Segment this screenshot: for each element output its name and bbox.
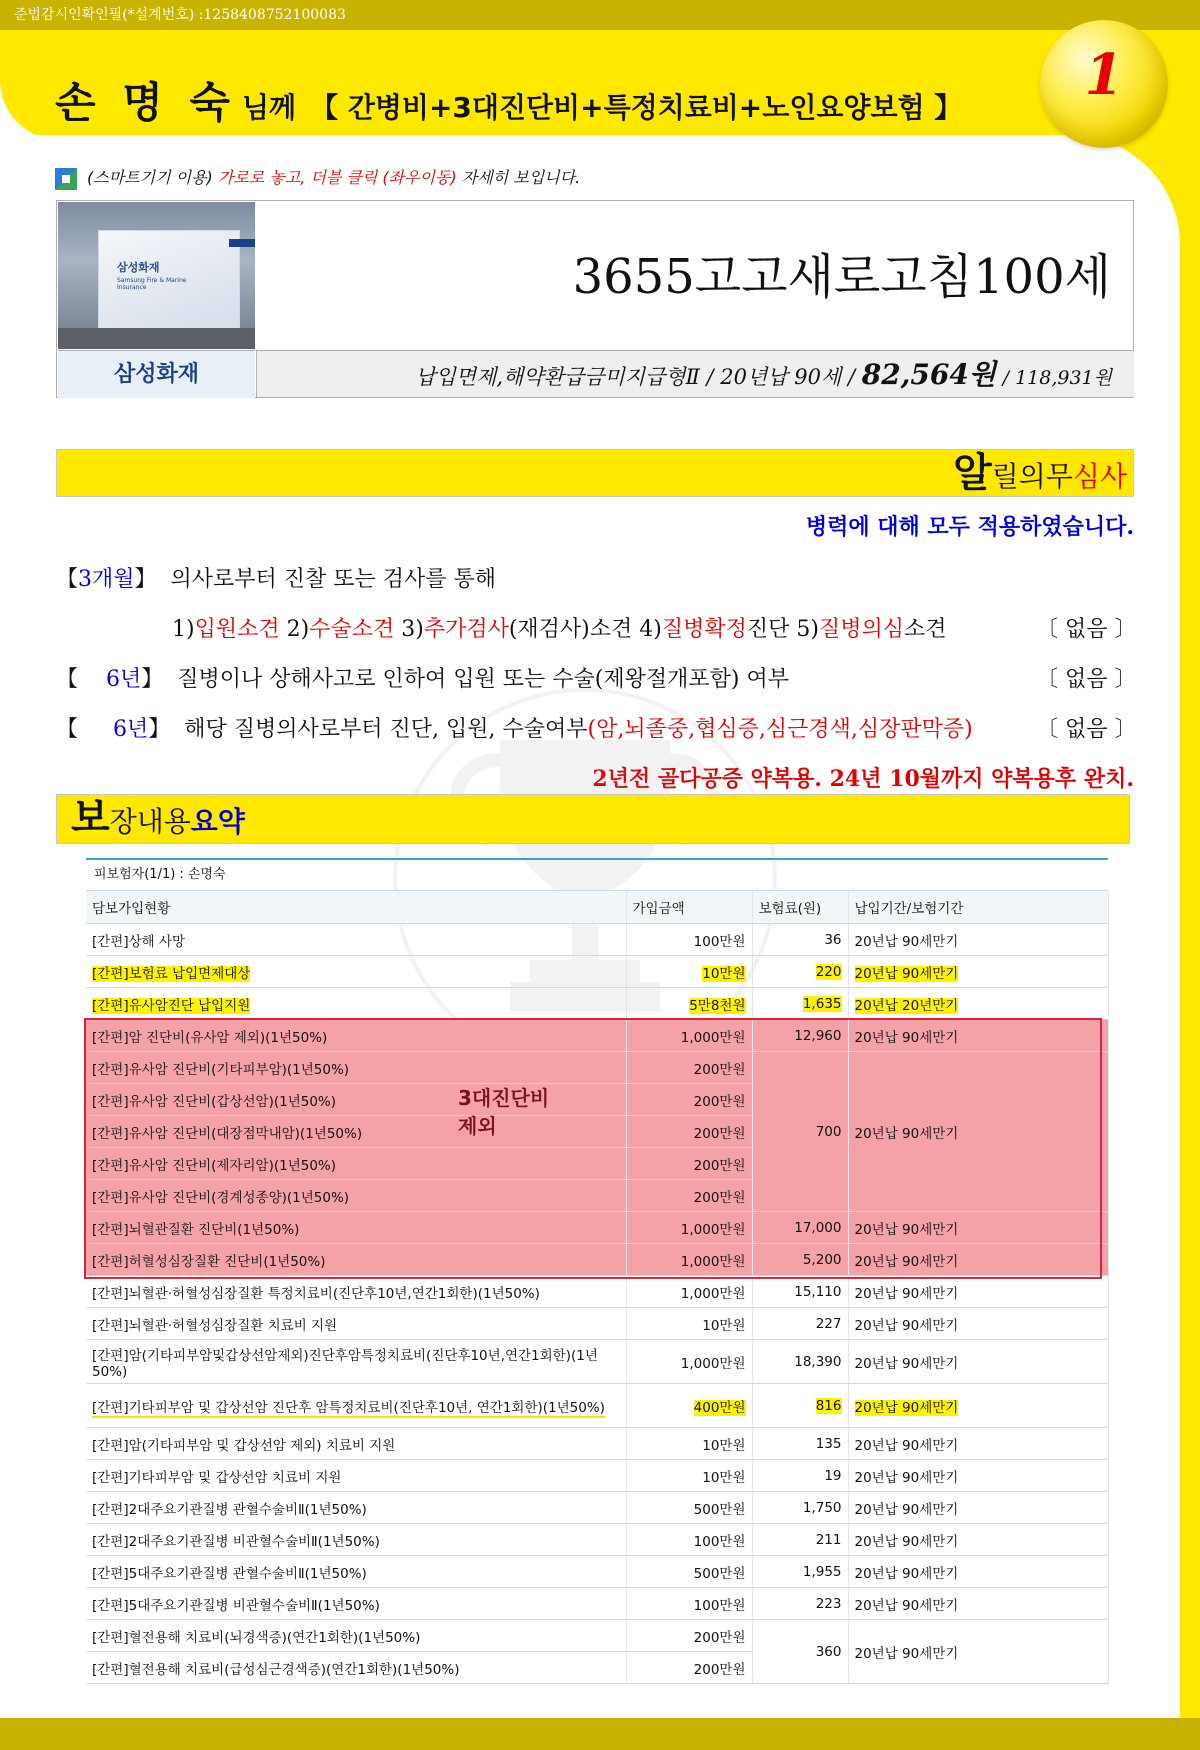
terms-prefix: 납입면제,해약환급금미지급형Ⅱ / 20년납 90세 /: [415, 365, 856, 389]
coverage-premium: 1,955: [752, 1556, 848, 1588]
coverage-period: 20년납 90세만기: [848, 1524, 1108, 1556]
q1-close: 】: [134, 567, 157, 592]
coverage-title-c: 요약: [190, 805, 245, 838]
col-header-period: 납입기간/보험기간: [848, 891, 1108, 924]
coverage-period-text: 20년납 20년만기: [854, 997, 959, 1014]
coverage-name: [간편]암(기타피부암및갑상선암제외)진단후암특정치료비(진단후10년,연간1회한)(1년50%): [86, 1340, 626, 1384]
q1-answer: 〔 없음 〕: [1036, 617, 1137, 642]
question-1-items: [172, 612, 947, 643]
coverage-premium-text: 1,635: [802, 995, 842, 1012]
coverage-premium: 135: [752, 1428, 848, 1460]
q3-period: 6년: [112, 717, 149, 742]
coverage-period: 20년납 90세만기: [848, 1052, 1108, 1212]
q1-item5-tail: 소견: [904, 617, 947, 642]
q2-open: 【: [56, 667, 79, 692]
coverage-period: 20년납 90세만기: [848, 1020, 1108, 1052]
q1-item2-no: 2): [286, 617, 310, 642]
coverage-period: 20년납 90세만기: [848, 924, 1108, 956]
coverage-premium: 12,960: [752, 1020, 848, 1052]
coverage-name: [간편]2대주요기관질병 관혈수술비Ⅱ(1년50%): [86, 1492, 626, 1524]
coverage-amount: 1,000만원: [626, 1020, 752, 1052]
insured-person: 피보험자(1/1) : 손명숙: [86, 858, 1108, 891]
samsung-logo-icon: [229, 239, 255, 247]
coverage-amount: 100만원: [626, 924, 752, 956]
company-building-photo: [58, 202, 255, 349]
coverage-name: [간편]혈전용해 치료비(급성심근경색증)(연간1회한)(1년50%): [86, 1652, 626, 1684]
coverage-name: [간편]혈전용해 치료비(뇌경색증)(연간1회한)(1년50%): [86, 1620, 626, 1652]
disclosure-title-b: 릴의무: [991, 460, 1073, 493]
product-name: 3655고고새로고침100세: [572, 249, 1111, 305]
cert-bar: [0, 0, 1200, 30]
q1-item2: 수술소견: [309, 617, 395, 642]
coverage-period: 20년납 90세만기: [848, 1460, 1108, 1492]
q1-item1: 입원소견: [194, 617, 280, 642]
table-row: [86, 1052, 1108, 1084]
coverage-period: [848, 988, 1108, 1020]
table-row: [86, 1244, 1108, 1276]
coverage-amount-text: 5만8천원: [689, 997, 746, 1014]
coverage-period: 20년납 90세만기: [848, 1308, 1108, 1340]
coverage-name: [간편]5대주요기관질병 관혈수술비Ⅱ(1년50%): [86, 1556, 626, 1588]
coverage-period: 20년납 90세만기: [848, 1244, 1108, 1276]
coverage-name: [간편]뇌혈관질환 진단비(1년50%): [86, 1212, 626, 1244]
table-row: [86, 1556, 1108, 1588]
coverage-name: [86, 956, 626, 988]
coverage-amount: 100만원: [626, 1524, 752, 1556]
table-row: [86, 1384, 1108, 1428]
coverage-premium: 227: [752, 1308, 848, 1340]
coverage-amount: 1,000만원: [626, 1212, 752, 1244]
coverage-amount: 1,000만원: [626, 1340, 752, 1384]
coverage-premium: 223: [752, 1588, 848, 1620]
coverage-premium: [752, 1384, 848, 1428]
coverage-period-text: 20년납 90세만기: [854, 1399, 959, 1416]
coverage-amount-text: 400만원: [693, 1399, 746, 1416]
table-row: [86, 1020, 1108, 1052]
disclosure-notice: 병력에 대해 모두 적용하였습니다.: [805, 514, 1134, 540]
coverage-amount: [626, 1384, 752, 1428]
page-number: 1: [1084, 42, 1124, 108]
q1-item3-no: 3): [401, 617, 424, 642]
table-header: [86, 891, 1108, 924]
q3-close: 】: [148, 717, 171, 742]
coverage-period: 20년납 90세만기: [848, 1588, 1108, 1620]
coverage-premium: 360: [752, 1620, 848, 1684]
coverage-name: [간편]허혈성심장질환 진단비(1년50%): [86, 1244, 626, 1276]
q2-close: 】: [141, 667, 164, 692]
monthly-premium: 82,564원: [861, 358, 996, 391]
coverage-premium: 211: [752, 1524, 848, 1556]
coverage-amount: 10만원: [626, 1308, 752, 1340]
q2-text: 질병이나 상해사고로 인하여 입원 또는 수술(제왕절개포함) 여부: [177, 667, 789, 692]
q3-answer: 〔 없음 〕: [1036, 717, 1137, 742]
coverage-amount: 10만원: [626, 1460, 752, 1492]
coverage-name: [간편]5대주요기관질병 비관혈수술비Ⅱ(1년50%): [86, 1588, 626, 1620]
coverage-premium: 1,750: [752, 1492, 848, 1524]
coverage-name: [간편]상해 사망: [86, 924, 626, 956]
coverage-name: [86, 988, 626, 1020]
coverage-premium: 5,200: [752, 1244, 848, 1276]
coverage-premium: [752, 988, 848, 1020]
excluded-note-line2: 제외: [458, 1114, 497, 1138]
photo-brand-label: 삼성화재: [117, 261, 160, 274]
coverage-premium: [752, 956, 848, 988]
coverage-name-text: [간편]유사암진단 납입지원: [92, 997, 251, 1014]
customer-name: 손 명 숙: [55, 78, 236, 127]
coverage-table: [86, 891, 1109, 1684]
table-row: [86, 1340, 1108, 1384]
coverage-section-title: [56, 794, 1130, 844]
photo-brand-sub: Samsung Fire & Marine Insurance: [117, 277, 187, 291]
coverage-name: [간편]유사암 진단비(제자리암)(1년50%): [86, 1148, 626, 1180]
cert-text: 준법감시인확인필(*설계번호) :1258408752100083: [14, 7, 346, 23]
footer-bar: [0, 1718, 1200, 1750]
coverage-title-a: 보: [71, 794, 110, 841]
q1-item4-tail: 진단: [746, 617, 790, 642]
coverage-amount: 1,000만원: [626, 1244, 752, 1276]
coverage-name: [간편]유사암 진단비(대장점막내암)(1년50%): [86, 1116, 626, 1148]
coverage-premium: 15,110: [752, 1276, 848, 1308]
coverage-name: [간편]유사암 진단비(기타피부암)(1년50%): [86, 1052, 626, 1084]
table-row: [86, 1212, 1108, 1244]
table-row: [86, 988, 1108, 1020]
smart-device-icon: [55, 168, 77, 190]
coverage-premium: 17,000: [752, 1212, 848, 1244]
col-header-coverage: 담보가입현황: [86, 891, 626, 924]
coverage-period: 20년납 90세만기: [848, 1428, 1108, 1460]
excluded-note: [458, 1084, 549, 1140]
q1-item5-no: 5): [796, 617, 819, 642]
coverage-amount: 1,000만원: [626, 1276, 752, 1308]
q1-text: 의사로부터 진찰 또는 검사를 통해: [170, 567, 497, 592]
terms-suffix: / 118,931원: [1002, 367, 1112, 389]
coverage-title-b: 장내용: [109, 805, 191, 838]
coverage-amount: 200만원: [626, 1180, 752, 1212]
coverage-amount: 200만원: [626, 1148, 752, 1180]
coverage-premium: 36: [752, 924, 848, 956]
table-row: [86, 1428, 1108, 1460]
disclosure-title-a: 알: [953, 449, 992, 496]
coverage-amount: [626, 988, 752, 1020]
honorific: 님께: [241, 91, 297, 124]
coverage-name: [간편]유사암 진단비(경계성종양)(1년50%): [86, 1180, 626, 1212]
q1-item3-tail: (재검사)소견: [508, 617, 633, 642]
col-header-amount: 가입금액: [626, 891, 752, 924]
coverage-amount: 200만원: [626, 1652, 752, 1684]
coverage-premium: 18,390: [752, 1340, 848, 1384]
coverage-amount: 100만원: [626, 1588, 752, 1620]
product-bundle-title: 【 간병비+3대진단비+특정치료비+노인요양보험 】: [310, 91, 963, 124]
coverage-name-text: [간편]기타피부암 및 갑상선암 진단후 암특정치료비(진단후10년, 연간1회한)(1년50%): [92, 1399, 605, 1416]
col-header-premium: 보험료(원): [752, 891, 848, 924]
coverage-name: [간편]뇌혈관·허혈성심장질환 특정치료비(진단후10년,연간1회한)(1년50%): [86, 1276, 626, 1308]
coverage-name: [간편]뇌혈관·허혈성심장질환 치료비 지원: [86, 1308, 626, 1340]
q1-item5: 질병의심: [818, 617, 904, 642]
company-name: 삼성화재: [58, 350, 255, 398]
disclosure-title-c: 심사: [1072, 460, 1127, 493]
question-1: [56, 562, 496, 593]
table-row: [86, 1492, 1108, 1524]
coverage-premium-text: 816: [815, 1397, 842, 1414]
disclosure-section-title: [56, 449, 1134, 497]
table-row: [86, 1620, 1108, 1652]
coverage-period: 20년납 90세만기: [848, 1276, 1108, 1308]
q1-item1-no: 1): [172, 617, 195, 642]
coverage-period-text: 20년납 90세만기: [854, 965, 959, 982]
coverage-premium: 19: [752, 1460, 848, 1492]
coverage-amount: 10만원: [626, 1428, 752, 1460]
table-row: [86, 924, 1108, 956]
table-row: [86, 1524, 1108, 1556]
excluded-note-line1: 3대진단비: [458, 1086, 550, 1110]
q2-answer: 〔 없음 〕: [1036, 667, 1137, 692]
table-row: [86, 1588, 1108, 1620]
table-row: [86, 956, 1108, 988]
coverage-name: [간편]2대주요기관질병 비관혈수술비Ⅱ(1년50%): [86, 1524, 626, 1556]
coverage-period: [848, 956, 1108, 988]
smart-note-part3: 자세히 보입니다.: [461, 168, 581, 187]
coverage-period: 20년납 90세만기: [848, 1556, 1108, 1588]
question-2: [56, 662, 789, 693]
coverage-amount: 200만원: [626, 1620, 752, 1652]
q1-item4-no: 4): [639, 617, 662, 642]
smart-note-part1: (스마트기기 이용): [87, 168, 213, 187]
coverage-amount-text: 10만원: [702, 965, 746, 982]
q1-open: 【: [56, 567, 79, 592]
table-row: [86, 1308, 1108, 1340]
coverage-premium-text: 220: [815, 963, 842, 980]
coverage-amount: 200만원: [626, 1052, 752, 1084]
photo-ground: [58, 328, 255, 349]
coverage-name: [간편]기타피부암 및 갑상선암 치료비 지원: [86, 1460, 626, 1492]
coverage-amount: 200만원: [626, 1116, 752, 1148]
q3-red-text: (암,뇌졸중,협심증,심근경색,심장판막증): [587, 717, 973, 742]
product-box: [56, 200, 1134, 398]
q2-period: 6년: [106, 667, 142, 692]
coverage-amount: 200만원: [626, 1084, 752, 1116]
q1-item4: 질병확정: [661, 617, 747, 642]
page-number-badge: [1040, 20, 1168, 148]
coverage-premium: 700: [752, 1052, 848, 1212]
smart-note-part2: 가로로 놓고, 더블 클릭 (좌우이동): [217, 168, 457, 187]
coverage-period: 20년납 90세만기: [848, 1620, 1108, 1684]
q1-period: 3개월: [78, 567, 135, 592]
coverage-name: [간편]유사암 진단비(갑상선암)(1년50%): [86, 1084, 626, 1116]
coverage-amount: 500만원: [626, 1556, 752, 1588]
q1-item3: 추가검사: [423, 617, 509, 642]
product-terms: [256, 350, 1134, 397]
coverage-period: 20년납 90세만기: [848, 1492, 1108, 1524]
building-cube: [98, 230, 240, 330]
coverage-name: [간편]암 진단비(유사암 제외)(1년50%): [86, 1020, 626, 1052]
coverage-amount: [626, 956, 752, 988]
coverage-name: [간편]암(기타피부암 및 갑상선암 제외) 치료비 지원: [86, 1428, 626, 1460]
coverage-amount: 500만원: [626, 1492, 752, 1524]
page-title: [55, 70, 962, 130]
coverage-period: 20년납 90세만기: [848, 1340, 1108, 1384]
coverage-period: [848, 1384, 1108, 1428]
coverage-name: [86, 1384, 626, 1428]
disclosure-remark: 2년전 골다공증 약복용. 24년 10월까지 약복용후 완치.: [592, 766, 1134, 792]
table-row: [86, 1276, 1108, 1308]
coverage-period: 20년납 90세만기: [848, 1212, 1108, 1244]
q3-open: 【: [56, 717, 79, 742]
coverage-name-text: [간편]보험료 납입면제대상: [92, 965, 251, 982]
smart-device-note: [55, 165, 580, 190]
q3-text: 해당 질병의사로부터 진단, 입원, 수술여부: [184, 717, 588, 742]
coverage-table-wrap: [86, 858, 1108, 1684]
table-row: [86, 1460, 1108, 1492]
question-3: [56, 712, 973, 743]
